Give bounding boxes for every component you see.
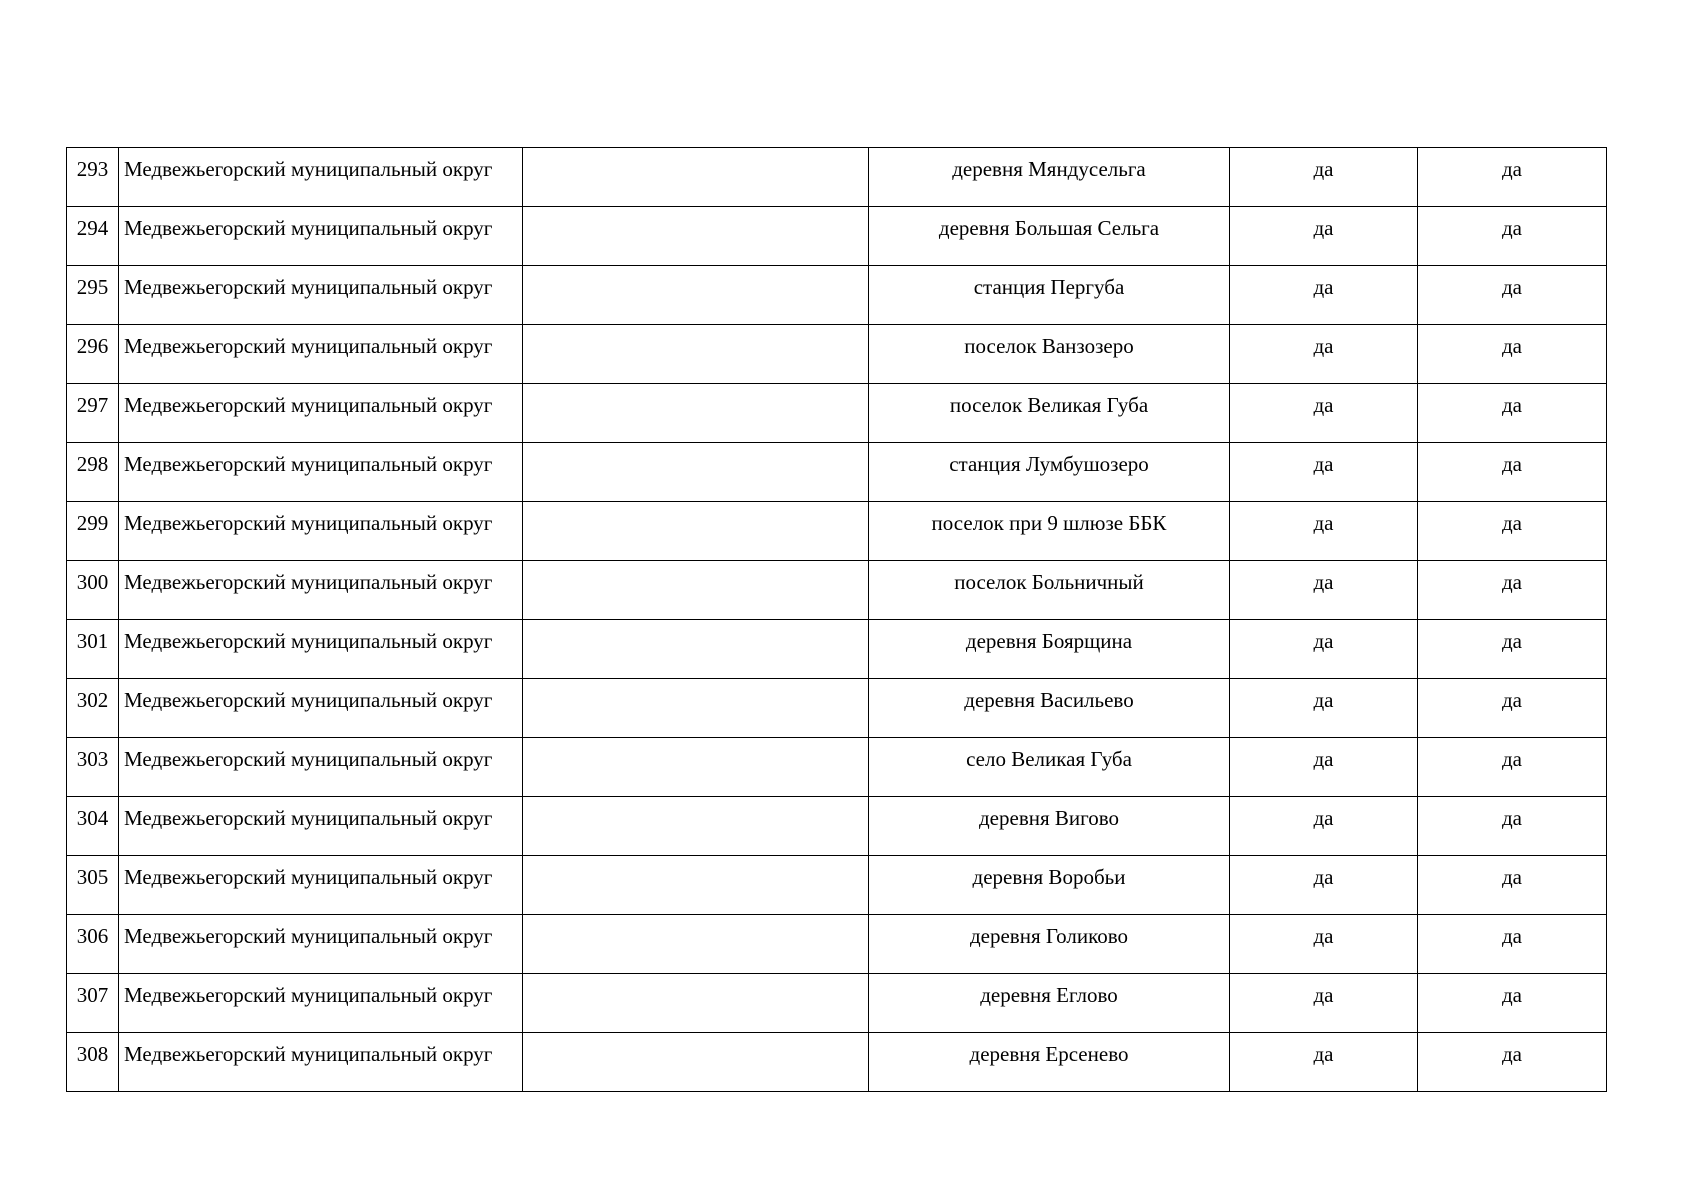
flag-cell-1 xyxy=(1230,974,1418,1033)
empty-cell-text xyxy=(523,679,868,690)
flag-cell-2-text: да xyxy=(1501,157,1522,181)
flag-cell-2-text: да xyxy=(1501,924,1522,948)
row-number-cell xyxy=(67,856,119,915)
district-cell xyxy=(119,915,523,974)
flag-cell-1 xyxy=(1230,502,1418,561)
table-row xyxy=(67,443,1607,502)
flag-cell-2 xyxy=(1418,561,1607,620)
table-row xyxy=(67,856,1607,915)
district-cell xyxy=(119,679,523,738)
flag-cell-2 xyxy=(1418,856,1607,915)
empty-cell xyxy=(523,325,869,384)
district-cell xyxy=(119,266,523,325)
row-number-cell-text: 303 xyxy=(76,747,109,771)
table-row xyxy=(67,797,1607,856)
row-number-cell xyxy=(67,915,119,974)
empty-cell-text xyxy=(523,915,868,926)
district-cell xyxy=(119,797,523,856)
settlement-cell-text: деревня Воробьи xyxy=(972,865,1126,889)
row-number-cell-text: 302 xyxy=(76,688,109,712)
row-number-cell xyxy=(67,502,119,561)
empty-cell-text xyxy=(523,620,868,631)
flag-cell-1-text: да xyxy=(1313,865,1334,889)
district-cell xyxy=(119,856,523,915)
flag-cell-2 xyxy=(1418,974,1607,1033)
flag-cell-1-text: да xyxy=(1313,157,1334,181)
empty-cell-text xyxy=(523,856,868,867)
flag-cell-2 xyxy=(1418,738,1607,797)
flag-cell-1 xyxy=(1230,384,1418,443)
empty-cell-text xyxy=(523,974,868,985)
flag-cell-2 xyxy=(1418,797,1607,856)
empty-cell-text xyxy=(523,738,868,749)
flag-cell-1-text: да xyxy=(1313,629,1334,653)
row-number-cell xyxy=(67,148,119,207)
flag-cell-1 xyxy=(1230,915,1418,974)
district-cell xyxy=(119,443,523,502)
table-row xyxy=(67,266,1607,325)
settlement-cell xyxy=(869,384,1230,443)
table-row xyxy=(67,915,1607,974)
settlement-cell-text: деревня Голиково xyxy=(969,924,1129,948)
district-cell xyxy=(119,384,523,443)
empty-cell xyxy=(523,384,869,443)
settlement-cell xyxy=(869,266,1230,325)
document-page xyxy=(66,147,1607,1092)
empty-cell-text xyxy=(523,266,868,277)
settlement-cell xyxy=(869,620,1230,679)
empty-cell xyxy=(523,207,869,266)
flag-cell-2-text: да xyxy=(1501,688,1522,712)
settlement-cell-text: деревня Ерсенево xyxy=(969,1042,1129,1066)
settlement-cell xyxy=(869,738,1230,797)
settlement-cell xyxy=(869,679,1230,738)
flag-cell-1 xyxy=(1230,561,1418,620)
flag-cell-2-text: да xyxy=(1501,275,1522,299)
district-cell-text: Медвежьегорский муниципальный округ xyxy=(124,806,493,830)
table-row xyxy=(67,1033,1607,1092)
empty-cell-text xyxy=(523,325,868,336)
row-number-cell-text: 306 xyxy=(76,924,109,948)
empty-cell-text xyxy=(523,384,868,395)
row-number-cell-text: 293 xyxy=(76,157,109,181)
row-number-cell-text: 299 xyxy=(76,511,109,535)
flag-cell-1-text: да xyxy=(1313,1042,1334,1066)
flag-cell-1-text: да xyxy=(1313,216,1334,240)
table-row xyxy=(67,974,1607,1033)
empty-cell xyxy=(523,620,869,679)
settlement-cell-text: деревня Вигово xyxy=(979,806,1119,830)
flag-cell-2-text: да xyxy=(1501,747,1522,771)
row-number-cell xyxy=(67,443,119,502)
flag-cell-1-text: да xyxy=(1313,275,1334,299)
table-row xyxy=(67,738,1607,797)
row-number-cell-text: 300 xyxy=(76,570,109,594)
district-cell xyxy=(119,620,523,679)
empty-cell xyxy=(523,502,869,561)
flag-cell-2-text: да xyxy=(1501,334,1522,358)
table-row xyxy=(67,148,1607,207)
settlement-cell-text: деревня Васильево xyxy=(964,688,1134,712)
settlement-cell xyxy=(869,1033,1230,1092)
flag-cell-1 xyxy=(1230,266,1418,325)
district-cell-text: Медвежьегорский муниципальный округ xyxy=(124,570,493,594)
flag-cell-1 xyxy=(1230,679,1418,738)
row-number-cell-text: 305 xyxy=(76,865,109,889)
settlement-cell xyxy=(869,915,1230,974)
flag-cell-2 xyxy=(1418,266,1607,325)
flag-cell-1-text: да xyxy=(1313,452,1334,476)
table-row xyxy=(67,561,1607,620)
empty-cell xyxy=(523,148,869,207)
flag-cell-1 xyxy=(1230,856,1418,915)
district-cell xyxy=(119,1033,523,1092)
district-cell-text: Медвежьегорский муниципальный округ xyxy=(124,511,493,535)
flag-cell-1-text: да xyxy=(1313,924,1334,948)
flag-cell-2 xyxy=(1418,384,1607,443)
settlements-table xyxy=(66,147,1607,1092)
settlement-cell-text: поселок Больничный xyxy=(954,570,1144,594)
flag-cell-1 xyxy=(1230,325,1418,384)
settlement-cell-text: станция Пергуба xyxy=(973,275,1125,299)
settlement-cell-text: село Великая Губа xyxy=(966,747,1132,771)
row-number-cell-text: 298 xyxy=(76,452,109,476)
table-row xyxy=(67,384,1607,443)
flag-cell-1-text: да xyxy=(1313,983,1334,1007)
district-cell-text: Медвежьегорский муниципальный округ xyxy=(124,688,493,712)
flag-cell-1-text: да xyxy=(1313,511,1334,535)
flag-cell-2 xyxy=(1418,620,1607,679)
flag-cell-2-text: да xyxy=(1501,511,1522,535)
district-cell-text: Медвежьегорский муниципальный округ xyxy=(124,747,493,771)
row-number-cell-text: 301 xyxy=(76,629,109,653)
empty-cell xyxy=(523,915,869,974)
settlement-cell-text: поселок Ванзозеро xyxy=(964,334,1134,358)
flag-cell-2-text: да xyxy=(1501,629,1522,653)
flag-cell-2-text: да xyxy=(1501,865,1522,889)
district-cell-text: Медвежьегорский муниципальный округ xyxy=(124,452,493,476)
district-cell-text: Медвежьегорский муниципальный округ xyxy=(124,216,493,240)
flag-cell-2 xyxy=(1418,148,1607,207)
empty-cell xyxy=(523,443,869,502)
flag-cell-1 xyxy=(1230,443,1418,502)
flag-cell-1-text: да xyxy=(1313,393,1334,417)
empty-cell xyxy=(523,266,869,325)
settlement-cell-text: деревня Еглово xyxy=(980,983,1118,1007)
row-number-cell-text: 294 xyxy=(76,216,109,240)
empty-cell xyxy=(523,974,869,1033)
row-number-cell xyxy=(67,738,119,797)
flag-cell-2 xyxy=(1418,207,1607,266)
row-number-cell xyxy=(67,266,119,325)
flag-cell-1 xyxy=(1230,207,1418,266)
flag-cell-1-text: да xyxy=(1313,747,1334,771)
flag-cell-2-text: да xyxy=(1501,216,1522,240)
settlement-cell-text: деревня Боярщина xyxy=(965,629,1133,653)
settlement-cell-text: деревня Большая Сельга xyxy=(938,216,1160,240)
district-cell xyxy=(119,207,523,266)
settlement-cell-text: поселок Великая Губа xyxy=(949,393,1149,417)
settlement-cell-text: станция Лумбушозеро xyxy=(949,452,1149,476)
district-cell xyxy=(119,502,523,561)
settlement-cell xyxy=(869,797,1230,856)
flag-cell-1 xyxy=(1230,797,1418,856)
district-cell xyxy=(119,325,523,384)
flag-cell-2-text: да xyxy=(1501,393,1522,417)
district-cell-text: Медвежьегорский муниципальный округ xyxy=(124,1042,493,1066)
empty-cell-text xyxy=(523,1033,868,1044)
flag-cell-2 xyxy=(1418,679,1607,738)
settlement-cell xyxy=(869,974,1230,1033)
district-cell xyxy=(119,974,523,1033)
flag-cell-1 xyxy=(1230,1033,1418,1092)
row-number-cell xyxy=(67,1033,119,1092)
flag-cell-2-text: да xyxy=(1501,452,1522,476)
settlement-cell xyxy=(869,325,1230,384)
flag-cell-1-text: да xyxy=(1313,334,1334,358)
empty-cell-text xyxy=(523,797,868,808)
table-row xyxy=(67,679,1607,738)
flag-cell-1 xyxy=(1230,620,1418,679)
flag-cell-2 xyxy=(1418,325,1607,384)
row-number-cell-text: 307 xyxy=(76,983,109,1007)
row-number-cell-text: 304 xyxy=(76,806,109,830)
row-number-cell xyxy=(67,207,119,266)
district-cell xyxy=(119,738,523,797)
settlement-cell-text: деревня Мяндусельга xyxy=(952,157,1146,181)
table-row xyxy=(67,207,1607,266)
row-number-cell xyxy=(67,797,119,856)
flag-cell-1-text: да xyxy=(1313,570,1334,594)
table-row xyxy=(67,325,1607,384)
flag-cell-2-text: да xyxy=(1501,570,1522,594)
district-cell-text: Медвежьегорский муниципальный округ xyxy=(124,983,493,1007)
settlement-cell xyxy=(869,207,1230,266)
district-cell-text: Медвежьегорский муниципальный округ xyxy=(124,924,493,948)
row-number-cell xyxy=(67,974,119,1033)
flag-cell-2-text: да xyxy=(1501,983,1522,1007)
district-cell-text: Медвежьегорский муниципальный округ xyxy=(124,393,493,417)
settlement-cell-text: поселок при 9 шлюзе ББК xyxy=(931,511,1167,535)
table-row xyxy=(67,502,1607,561)
district-cell-text: Медвежьегорский муниципальный округ xyxy=(124,629,493,653)
district-cell-text: Медвежьегорский муниципальный округ xyxy=(124,275,493,299)
empty-cell-text xyxy=(523,207,868,218)
empty-cell xyxy=(523,679,869,738)
empty-cell xyxy=(523,856,869,915)
empty-cell-text xyxy=(523,561,868,572)
row-number-cell xyxy=(67,325,119,384)
flag-cell-2-text: да xyxy=(1501,806,1522,830)
district-cell xyxy=(119,561,523,620)
empty-cell xyxy=(523,561,869,620)
settlement-cell xyxy=(869,856,1230,915)
flag-cell-2 xyxy=(1418,502,1607,561)
row-number-cell xyxy=(67,384,119,443)
settlement-cell xyxy=(869,443,1230,502)
flag-cell-1 xyxy=(1230,738,1418,797)
flag-cell-2 xyxy=(1418,443,1607,502)
empty-cell-text xyxy=(523,502,868,513)
district-cell-text: Медвежьегорский муниципальный округ xyxy=(124,865,493,889)
district-cell xyxy=(119,148,523,207)
empty-cell xyxy=(523,1033,869,1092)
flag-cell-2 xyxy=(1418,1033,1607,1092)
flag-cell-2 xyxy=(1418,915,1607,974)
settlement-cell xyxy=(869,561,1230,620)
district-cell-text: Медвежьегорский муниципальный округ xyxy=(124,334,493,358)
empty-cell-text xyxy=(523,148,868,159)
table-row xyxy=(67,620,1607,679)
empty-cell xyxy=(523,797,869,856)
flag-cell-2-text: да xyxy=(1501,1042,1522,1066)
empty-cell-text xyxy=(523,443,868,454)
row-number-cell-text: 296 xyxy=(76,334,109,358)
flag-cell-1-text: да xyxy=(1313,806,1334,830)
settlement-cell xyxy=(869,502,1230,561)
table-body xyxy=(67,148,1607,1092)
empty-cell xyxy=(523,738,869,797)
row-number-cell-text: 297 xyxy=(76,393,109,417)
district-cell-text: Медвежьегорский муниципальный округ xyxy=(124,157,493,181)
row-number-cell xyxy=(67,620,119,679)
row-number-cell-text: 295 xyxy=(76,275,109,299)
flag-cell-1-text: да xyxy=(1313,688,1334,712)
row-number-cell xyxy=(67,561,119,620)
settlement-cell xyxy=(869,148,1230,207)
row-number-cell-text: 308 xyxy=(76,1042,109,1066)
flag-cell-1 xyxy=(1230,148,1418,207)
row-number-cell xyxy=(67,679,119,738)
